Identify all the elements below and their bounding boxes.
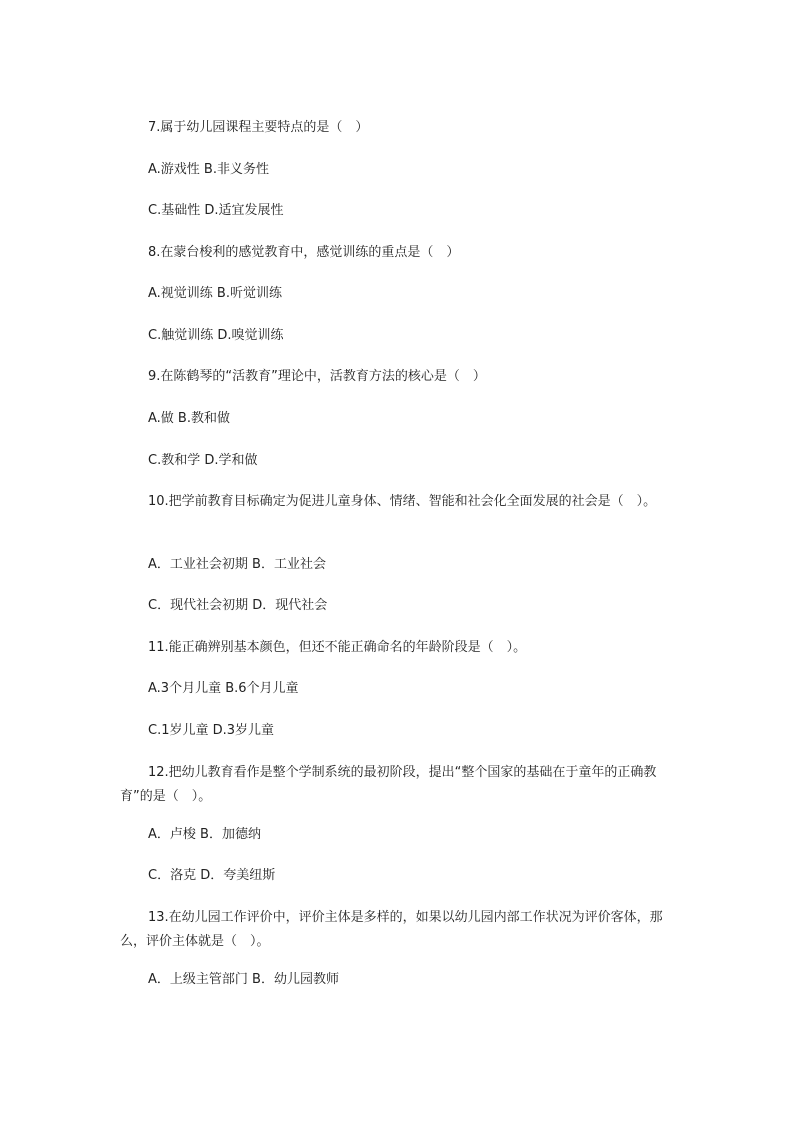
question-13-option-ab: A．上级主管部门 B．幼儿园教师 — [148, 972, 339, 987]
question-9-stem: 9.在陈鹤琴的“活教育”理论中，活教育方法的核心是（ ） — [148, 369, 486, 384]
question-12-option-ab: A．卢梭 B．加德纳 — [148, 827, 261, 842]
question-8-stem: 8.在蒙台梭利的感觉教育中，感觉训练的重点是（ ） — [148, 245, 460, 260]
question-7-stem: 7.属于幼儿园课程主要特点的是（ ） — [148, 120, 369, 135]
question-11-option-cd: C.1岁儿童 D.3岁儿童 — [148, 723, 275, 738]
question-11-option-ab: A.3个月儿童 B.6个月儿童 — [148, 681, 299, 696]
question-12-stem: 12.把幼儿教育看作是整个学制系统的最初阶段，提出“整个国家的基础在于童年的正确教育”的是（ ）。 — [120, 765, 657, 804]
question-10-stem: 10.把学前教育目标确定为促进儿童身体、情绪、智能和社会化全面发展的社会是（ ）。 — [148, 494, 657, 509]
question-8-option-ab: A.视觉训练 B.听觉训练 — [148, 286, 282, 301]
question-9-option-cd: C.教和学 D.学和做 — [148, 453, 258, 468]
question-8-option-cd: C.触觉训练 D.嗅觉训练 — [148, 328, 284, 343]
question-13-stem: 13.在幼儿园工作评价中，评价主体是多样的，如果以幼儿园内部工作状况为评价客体，那么，评价主体就是（ ）。 — [120, 910, 663, 949]
question-11-stem: 11.能正确辨别基本颜色，但还不能正确命名的年龄阶段是（ ）。 — [148, 640, 527, 655]
question-10-option-ab: A．工业社会初期 B．工业社会 — [148, 557, 326, 572]
question-12-option-cd: C．洛克 D．夸美纽斯 — [148, 868, 276, 883]
question-7-option-cd: C.基础性 D.适宜发展性 — [148, 203, 284, 218]
question-10-option-cd: C．现代社会初期 D．现代社会 — [148, 598, 328, 613]
question-7-option-ab: A.游戏性 B.非义务性 — [148, 162, 269, 177]
question-9-option-ab: A.做 B.教和做 — [148, 411, 230, 426]
